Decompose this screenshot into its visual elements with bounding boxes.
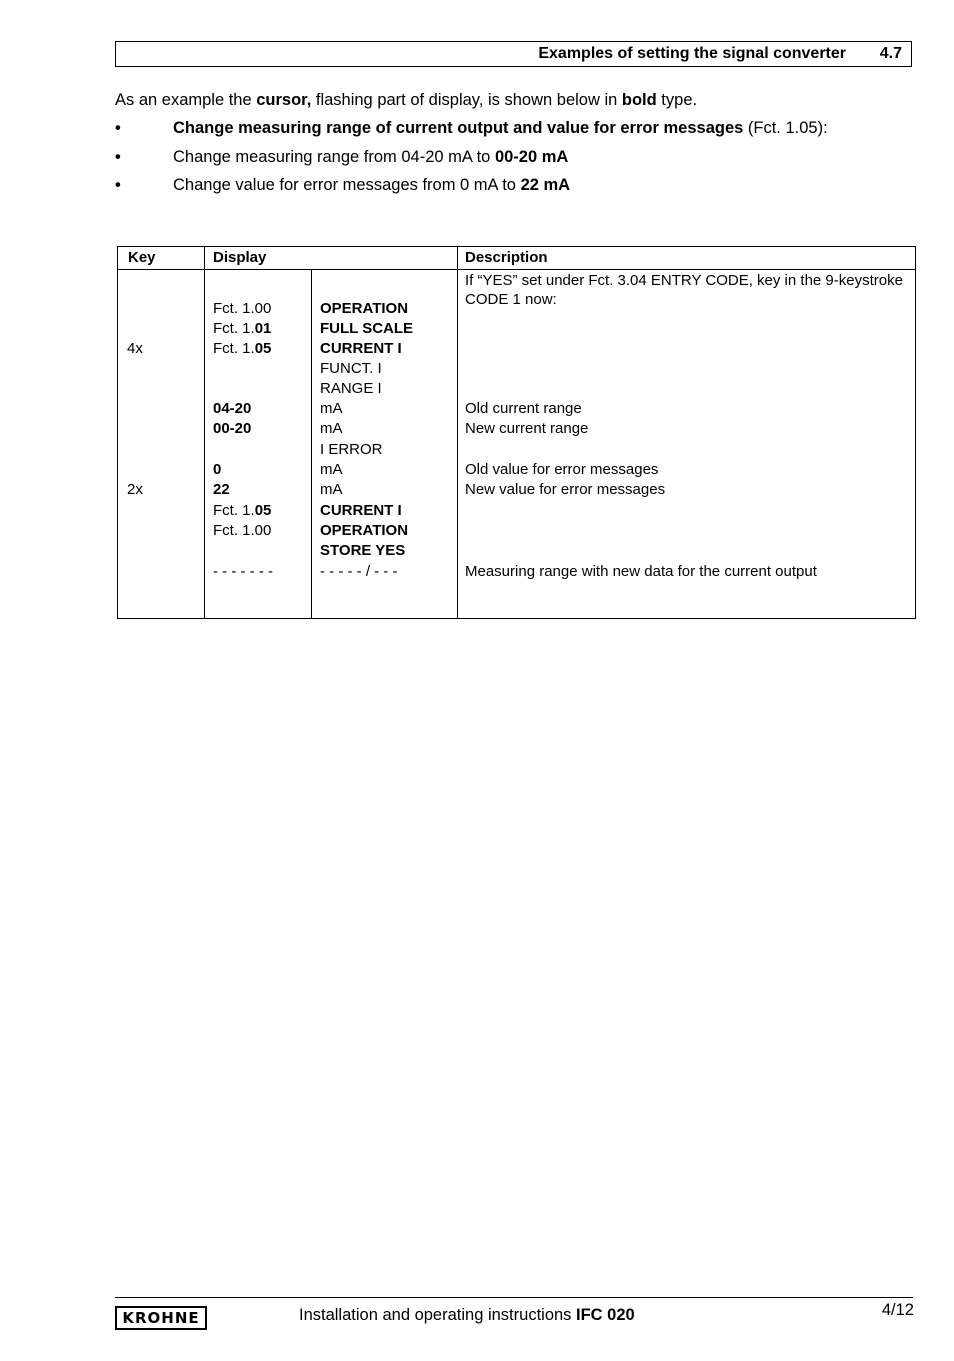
- display-code-plain: Fct. 1.: [213, 320, 255, 337]
- display-text: CURRENT I: [320, 340, 402, 357]
- display-text: OPERATION: [320, 522, 409, 539]
- bullet-marker: •: [115, 119, 121, 137]
- display-code-plain: Fct. 1.: [213, 502, 255, 519]
- krohne-logo: [115, 1306, 207, 1330]
- display-code: [213, 562, 273, 582]
- footer-product: IFC 020: [576, 1306, 635, 1324]
- display-code: [213, 299, 271, 319]
- display-code-plain: Fct. 1.: [213, 340, 255, 357]
- display-text: - - - - - / - - -: [320, 563, 398, 580]
- key-count: 2x: [127, 481, 143, 498]
- page-number: 4/12: [881, 1301, 914, 1319]
- intro-text-3: type.: [656, 91, 698, 109]
- entry-code-note: If “YES” set under Fct. 3.04 ENTRY CODE, key in the 9-keystroke CODE 1 now:: [465, 272, 903, 308]
- row-description: Old value for error messages: [465, 461, 659, 478]
- display-code-plain: Fct. 1.00: [213, 522, 272, 539]
- bullet-1-bold: Change measuring range of current output and value for error messages: [173, 119, 744, 137]
- settings-table: [117, 246, 916, 619]
- display-code: [213, 460, 221, 480]
- display-text: OPERATION: [320, 300, 409, 317]
- display-code-bold: 05: [254, 502, 272, 519]
- display-code-bold: 22: [213, 481, 230, 498]
- footer-text: [299, 1306, 635, 1325]
- bullet-1-rest: (Fct. 1.05):: [743, 119, 828, 137]
- section-number: 4.7: [879, 45, 902, 62]
- display-code-bold: 0: [213, 461, 222, 478]
- display-code-bold: 04-20: [213, 400, 252, 417]
- display-code-plain: - - - - - - -: [213, 563, 273, 580]
- row-description: New value for error messages: [465, 481, 666, 498]
- logo-text: KROHNE: [122, 1309, 200, 1327]
- header-description: Description: [465, 249, 548, 266]
- header-divider: [118, 269, 915, 270]
- column-divider: [311, 270, 312, 618]
- header-key: Key: [128, 249, 156, 266]
- display-text: CURRENT I: [320, 502, 402, 519]
- key-count: 4x: [127, 340, 143, 357]
- display-text: RANGE I: [320, 380, 382, 397]
- display-text: STORE YES: [320, 542, 406, 559]
- bullet-3-bold: 22 mA: [520, 176, 571, 194]
- section-title: Examples of setting the signal converter: [538, 45, 846, 62]
- display-text: mA: [320, 461, 343, 478]
- display-code-bold: 01: [254, 320, 272, 337]
- display-code: [213, 399, 251, 419]
- header-display: Display: [213, 249, 267, 266]
- bullet-3-text: Change value for error messages from 0 mA to: [173, 176, 521, 194]
- display-code: [213, 339, 271, 359]
- bullet-2-bold: 00-20 mA: [494, 148, 569, 166]
- display-text: mA: [320, 400, 343, 417]
- display-text: FUNCT. I: [320, 360, 382, 377]
- bullet-marker: •: [115, 148, 121, 166]
- row-description: Measuring range with new data for the current output: [465, 563, 817, 580]
- display-text: mA: [320, 481, 343, 498]
- row-description: Old current range: [465, 400, 582, 417]
- footer-divider: [115, 1297, 913, 1298]
- intro-text-2: flashing part of display, is shown below in: [311, 91, 622, 109]
- display-code: [213, 419, 251, 439]
- footer-text-plain: Installation and operating instructions: [299, 1306, 577, 1324]
- display-code: [213, 501, 271, 521]
- display-text: I ERROR: [320, 441, 383, 458]
- display-code-plain: Fct. 1.00: [213, 300, 272, 317]
- intro-bold-word: bold: [621, 91, 657, 109]
- bullet-2-text: Change measuring range from 04-20 mA to: [173, 148, 495, 166]
- bullet-marker: •: [115, 176, 121, 194]
- display-text: mA: [320, 420, 343, 437]
- row-description: New current range: [465, 420, 589, 437]
- intro-bold-cursor: cursor,: [256, 91, 312, 109]
- display-code: [213, 521, 271, 541]
- column-divider: [204, 247, 205, 618]
- section-header: [115, 41, 912, 67]
- column-divider: [457, 247, 458, 618]
- intro-text-1: As an example the: [115, 91, 257, 109]
- display-code-bold: 05: [254, 340, 272, 357]
- display-text: FULL SCALE: [320, 320, 414, 337]
- display-code: [213, 319, 271, 339]
- display-code: [213, 480, 230, 500]
- intro-paragraph: [115, 90, 697, 110]
- display-code-bold: 00-20: [213, 420, 252, 437]
